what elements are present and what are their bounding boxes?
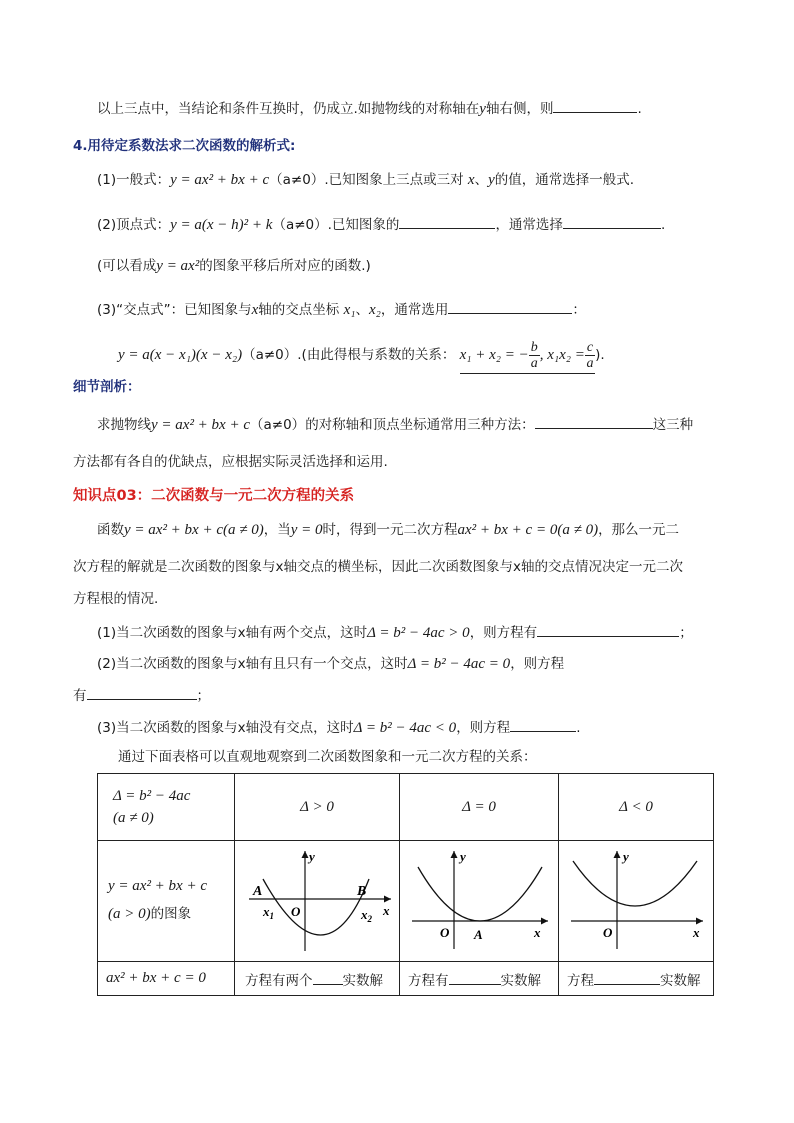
intercept-form-formula-line: y = a(x − x₁)(x − x₂)（a≠0）.(由此得根与系数的关系： x₁ + x₂ = − $\frac{b}{a}$ , x₁x₂ = $\frac{c}{a}$ ). bbox=[118, 339, 605, 374]
vertex-form-line: (2)顶点式：y = a(x − h)² + k（a≠0）.已知图象的 ，通常选择 . bbox=[97, 214, 665, 235]
kp03-para-line-2: 次方程的解就是二次函数的图象与x轴交点的横坐标，因此二次函数图象与x轴的交点情况决定一元二次 bbox=[73, 559, 683, 575]
root-x2-label: $x_2$ bbox=[361, 907, 372, 924]
answer-blank[interactable] bbox=[594, 970, 660, 985]
answer-blank[interactable] bbox=[535, 414, 653, 429]
svg-text:x: x bbox=[383, 903, 390, 918]
detail-heading: 细节剖析： bbox=[73, 379, 141, 395]
point-a-label: A bbox=[474, 927, 483, 942]
table-row-equation-label: ax² + bx + c = 0 bbox=[98, 962, 235, 996]
case-1-line: (1)当二次函数的图象与x轴有两个交点，这时Δ = b² − 4ac > 0，则方程有 ； bbox=[97, 622, 693, 643]
svg-text:x: x bbox=[534, 925, 541, 940]
kp03-para-line-1: 函数y = ax² + bx + c(a ≠ 0)，当y = 0时，得到一元二次方程ax² + bx + c = 0(a ≠ 0)，那么一元二 bbox=[97, 522, 680, 538]
intro-text: 以上三点中，当结论和条件互换时，仍成立.如抛物线的对称轴在 bbox=[97, 101, 480, 117]
general-form-line: (1)一般式：y = ax² + bx + c（a≠0）.已知图象上三点或三对 x、y的值，通常选择一般式. bbox=[97, 172, 635, 188]
answer-blank[interactable] bbox=[510, 717, 576, 732]
table-intro: 通过下面表格可以直观地观察到二次函数图象和一元二次方程的关系： bbox=[118, 749, 537, 765]
answer-blank[interactable] bbox=[448, 299, 572, 314]
graph-no-root bbox=[559, 841, 714, 962]
point-b-label: B bbox=[357, 884, 367, 899]
general-form-formula: y = ax² + bx + c bbox=[170, 172, 270, 188]
table-row-graph-label: y = ax² + bx + c (a > 0)的图象 bbox=[98, 841, 235, 962]
answer-blank[interactable] bbox=[313, 970, 343, 985]
case-2-line-cont: 有 ； bbox=[73, 685, 210, 706]
answer-blank[interactable] bbox=[87, 685, 197, 700]
graph-two-roots bbox=[235, 841, 400, 962]
parabola-no-intersection-graph bbox=[559, 841, 713, 957]
parabola-two-intersections-graph bbox=[235, 841, 399, 957]
answer-blank[interactable] bbox=[553, 98, 637, 113]
table-header-zero: Δ = 0 bbox=[400, 774, 559, 841]
section-4-heading: 4.用待定系数法求二次函数的解析式: bbox=[73, 138, 296, 154]
vieta-relations: x₁ + x₂ = − $\frac{b}{a}$ , x₁x₂ = $\frac{c}{a}$ bbox=[460, 339, 595, 374]
svg-text:y: y bbox=[623, 849, 629, 864]
knowledge-point-03-heading: 知识点03：二次函数与一元二次方程的关系 bbox=[73, 488, 355, 504]
vertex-form-formula: y = a(x − h)² + k bbox=[170, 217, 273, 233]
case-3-line: (3)当二次函数的图象与x轴没有交点，这时Δ = b² − 4ac < 0，则方程 . bbox=[97, 717, 580, 738]
parabola-curve bbox=[418, 867, 542, 921]
answer-blank[interactable] bbox=[399, 214, 495, 229]
table-cell-no-root: 方程 实数解 bbox=[559, 962, 714, 996]
origin-label: O bbox=[440, 925, 450, 940]
kp03-para-line-3: 方程根的情况. bbox=[73, 591, 159, 607]
svg-text:y: y bbox=[309, 849, 315, 864]
intercept-form-line: (3)“交点式”：已知图象与x轴的交点坐标 x₁、x₂，通常选用 ： bbox=[97, 299, 586, 320]
table-cell-one-root: 方程有 实数解 bbox=[400, 962, 559, 996]
parabola-tangent-graph bbox=[400, 841, 558, 957]
origin-label: O bbox=[291, 904, 301, 919]
table-header-positive: Δ > 0 bbox=[235, 774, 400, 841]
discriminant-table bbox=[97, 773, 714, 996]
graph-one-root bbox=[400, 841, 559, 962]
svg-text:y: y bbox=[460, 849, 466, 864]
table-header-negative: Δ < 0 bbox=[559, 774, 714, 841]
vertex-form-note: (可以看成y = ax²的图象平移后所对应的函数.) bbox=[97, 258, 371, 274]
intro-line: 以上三点中，当结论和条件互换时，仍成立.如抛物线的对称轴在y轴右侧，则 . bbox=[97, 98, 642, 119]
point-a-label: A bbox=[253, 884, 263, 899]
case-2-line: (2)当二次函数的图象与x轴有且只有一个交点，这时Δ = b² − 4ac = 0，则方程 bbox=[97, 656, 565, 672]
parabola-curve bbox=[573, 861, 697, 906]
answer-blank[interactable] bbox=[449, 970, 501, 985]
root-x1-label: $x_1$ bbox=[263, 904, 274, 921]
detail-line-2: 方法都有各自的优缺点，应根据实际灵活选择和运用. bbox=[73, 454, 388, 470]
origin-label: O bbox=[603, 925, 613, 940]
intro-text-b: 轴右侧，则 bbox=[485, 101, 554, 117]
svg-text:x: x bbox=[693, 925, 700, 940]
intro-var-y: y bbox=[479, 101, 486, 117]
answer-blank[interactable] bbox=[563, 214, 661, 229]
answer-blank[interactable] bbox=[537, 622, 679, 637]
detail-line-1: 求抛物线y = ax² + bx + c（a≠0）的对称轴和顶点坐标通常用三种方法： 这三种 bbox=[97, 414, 693, 435]
intercept-form-formula: y = a(x − x₁)(x − x₂) bbox=[118, 347, 243, 363]
parabola-curve bbox=[263, 879, 369, 935]
table-cell-two-roots: 方程有两个 实数解 bbox=[235, 962, 400, 996]
table-header-discriminant: Δ = b² − 4ac (a ≠ 0) bbox=[98, 774, 235, 841]
